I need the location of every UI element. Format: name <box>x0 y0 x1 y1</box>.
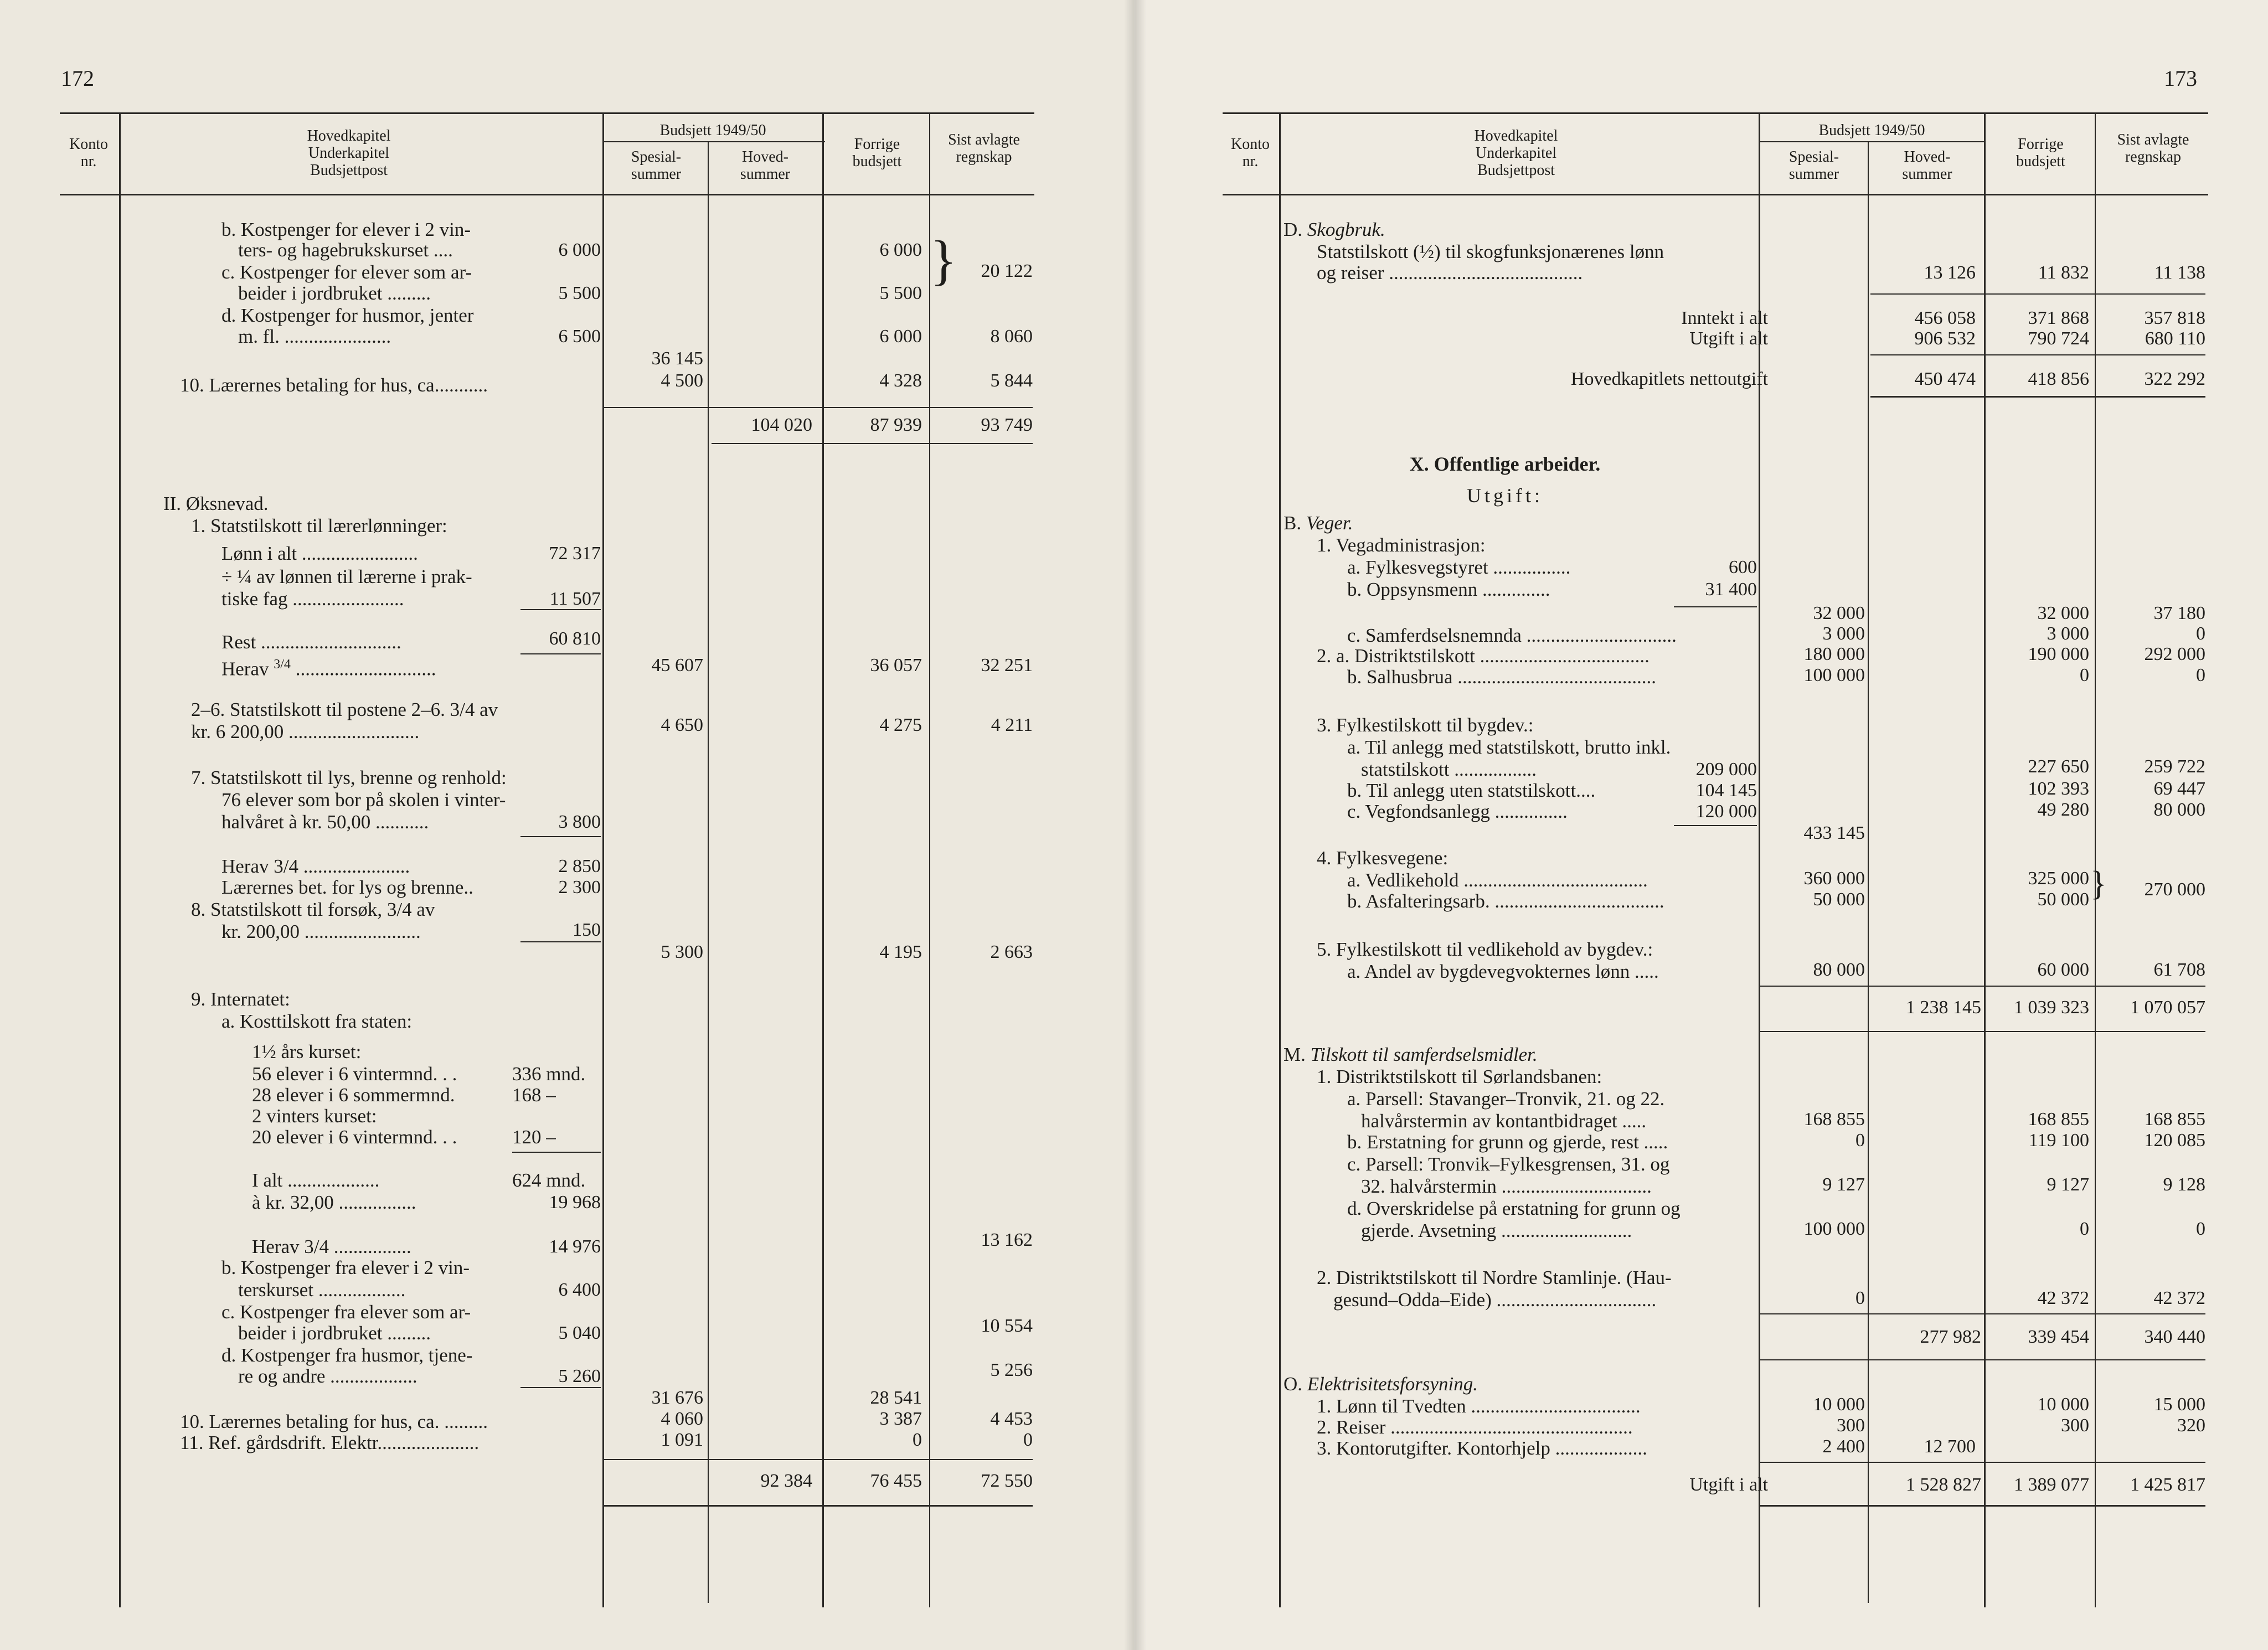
section-heading: Tilskott til samferdselsmidler. <box>1310 1044 1538 1065</box>
spesial-value: 100 000 <box>1803 665 1865 685</box>
hoved-value: 13 126 <box>1924 262 1976 283</box>
text-line: 1. Distriktstilskott til Sørlandsbanen: <box>1317 1066 1602 1087</box>
forrige-total: 76 455 <box>870 1471 922 1491</box>
spesial-value: 120 000 <box>1695 801 1757 822</box>
sist-value: 5 844 <box>990 370 1033 391</box>
spesial-value: 0 <box>1855 1130 1865 1151</box>
hoved-value: 450 474 <box>1914 369 1976 389</box>
text-line: kr. 6 200,00 ........................... <box>191 721 420 742</box>
text-line: a. Vedlikehold ...................................... <box>1347 869 1648 891</box>
text-line: a. Til anlegg med statstilskott, brutto inkl. <box>1347 736 1671 758</box>
header-forrige: Forrige budsjett <box>2016 136 2065 170</box>
sist-value: 120 085 <box>2144 1130 2205 1151</box>
months-value: 624 mnd. <box>512 1169 586 1191</box>
forrige-value: 190 000 <box>2028 644 2089 664</box>
page-number-right: 173 <box>2164 66 2197 91</box>
section-heading: Skogbruk. <box>1307 219 1385 240</box>
text-line: 2. a. Distriktstilskott ................................... <box>1317 645 1650 667</box>
sist-value: 9 128 <box>2163 1174 2205 1195</box>
text-line: 2. Distriktstilskott til Nordre Stamlinje. (Hau- <box>1317 1267 1672 1288</box>
spesial-value: 5 260 <box>558 1366 601 1386</box>
text-line: 5. Fylkestilskott til vedlikehold av bygdev.: <box>1317 939 1653 960</box>
text-line: c. Kostpenger fra elever som ar- <box>221 1301 471 1323</box>
header-konto: Konto nr. <box>69 136 108 170</box>
text-line: b. Oppsynsmenn .............. <box>1347 579 1550 600</box>
subtotal-rule <box>1760 986 2205 987</box>
spesial-value: 0 <box>1855 1288 1865 1308</box>
col-rule-sist <box>2095 112 2096 1607</box>
section-heading: II. Øksnevad. <box>163 493 269 514</box>
text-line: Statstilskott (½) til skogfunksjonærenes lønn <box>1317 241 1664 262</box>
text-line: 28 elever i 6 sommermnd. <box>252 1084 455 1106</box>
forrige-total: 1 039 323 <box>2014 997 2089 1018</box>
col-rule-forrige <box>822 112 824 1607</box>
spesial-value: 600 <box>1729 557 1757 578</box>
text-line: 56 elever i 6 vintermnd. . . <box>252 1063 457 1085</box>
text-line: 1. Lønn til Tvedten ................................... <box>1317 1395 1641 1417</box>
spesial-value: 72 317 <box>549 543 601 564</box>
forrige-value: 325 000 <box>2028 868 2089 889</box>
sum-rule <box>520 1387 601 1388</box>
text-line: a. Fylkesvegstyret ................ <box>1347 556 1571 578</box>
forrige-value: 11 832 <box>2038 262 2089 283</box>
sist-value: 4 453 <box>990 1409 1033 1429</box>
hoved-total: 277 982 <box>1920 1327 1981 1347</box>
sist-value: 4 211 <box>991 715 1033 735</box>
subtotal-rule <box>604 1459 1033 1460</box>
brace-icon: } <box>2090 865 2107 903</box>
subtotal-rule <box>1760 1359 2205 1360</box>
spesial-value: 3 800 <box>558 812 601 832</box>
text-line: Rest ............................. <box>221 631 401 653</box>
spesial-value: 10 000 <box>1813 1394 1865 1415</box>
hoved-total: 1 238 145 <box>1906 997 1981 1018</box>
spesial-value: 31 400 <box>1705 579 1757 600</box>
header-hovedkapitel: Hovedkapitel Underkapitel Budsjettpost <box>307 127 391 179</box>
forrige-value: 9 127 <box>2047 1174 2089 1195</box>
sist-value: 680 110 <box>2145 328 2205 349</box>
text-line: tiske fag ....................... <box>221 588 404 610</box>
brace-icon: } <box>930 229 957 291</box>
spesial-value: 104 145 <box>1695 780 1757 801</box>
hoved-total: 104 020 <box>751 415 812 435</box>
sist-value: 13 162 <box>981 1230 1033 1250</box>
chapter-title: X. Offentlige arbeider. <box>1409 453 1601 475</box>
spesial-value: 100 000 <box>1803 1219 1865 1239</box>
sist-value: 322 292 <box>2144 369 2205 389</box>
spesial-value: 300 <box>1837 1415 1865 1436</box>
forrige-value: 6 000 <box>879 326 922 347</box>
header-hoved: Hoved- summer <box>740 148 791 183</box>
sist-value: 259 722 <box>2144 756 2205 777</box>
hoved-total: 92 384 <box>760 1471 812 1491</box>
right-page <box>1134 0 2268 1650</box>
text-line: à kr. 32,00 ................ <box>252 1192 416 1213</box>
total-rule <box>1760 1505 2205 1507</box>
forrige-value: 102 393 <box>2028 778 2089 799</box>
sum-rule <box>520 653 601 654</box>
utgift-heading: Utgift: <box>1467 484 1543 507</box>
hoved-value: 12 700 <box>1924 1436 1976 1457</box>
spesial-value: 9 127 <box>1822 1174 1865 1195</box>
text-line: c. Vegfondsanlegg ............... <box>1347 801 1568 822</box>
sist-value: 10 554 <box>981 1316 1033 1336</box>
hoved-value: 906 532 <box>1914 328 1976 349</box>
forrige-value: 50 000 <box>2037 889 2089 910</box>
section-letter: B. <box>1284 512 1306 534</box>
text-line: Lærernes bet. for lys og brenne.. <box>221 876 473 898</box>
sum-rule <box>512 1152 601 1153</box>
sist-value: 11 138 <box>2154 262 2205 283</box>
forrige-value: 6 000 <box>879 240 922 260</box>
section-letter: O. <box>1284 1373 1307 1395</box>
header-bottom-rule <box>60 194 1034 195</box>
col-rule-sist <box>929 112 930 1607</box>
text-line: Herav 3/4 ................ <box>252 1236 411 1257</box>
total-rule <box>712 443 1033 444</box>
forrige-value: 0 <box>2080 665 2089 685</box>
text-line: d. Overskridelse på erstatning for grunn og <box>1347 1198 1681 1219</box>
sist-total: 1 425 817 <box>2130 1474 2205 1495</box>
text-line: 2. Reiser .................................................. <box>1317 1416 1633 1438</box>
hoved-total: 1 528 827 <box>1906 1474 1981 1495</box>
text-line: 76 elever som bor på skolen i vinter- <box>221 789 506 811</box>
spesial-value: 3 000 <box>1822 623 1865 644</box>
total-label: Hovedkapitlets nettoutgift <box>1571 369 1768 389</box>
sist-value: 5 256 <box>990 1360 1033 1380</box>
forrige-value: 49 280 <box>2037 800 2089 820</box>
spesial-value: 168 855 <box>1803 1109 1865 1130</box>
forrige-value: 5 500 <box>879 283 922 303</box>
sum-rule <box>1674 825 1757 826</box>
header-budsjett: Budsjett 1949/50 <box>1818 122 1925 139</box>
section-heading: Elektrisitetsforsyning. <box>1307 1373 1478 1395</box>
col-rule-konto <box>119 112 121 1607</box>
sist-value: 37 180 <box>2153 603 2205 623</box>
sist-value: 61 708 <box>2153 960 2205 980</box>
sist-value: 42 372 <box>2153 1288 2205 1308</box>
forrige-value: 32 000 <box>2037 603 2089 623</box>
text-line: 4. Fylkesvegene: <box>1317 847 1449 869</box>
spesial-value: 80 000 <box>1813 960 1865 980</box>
sist-total: 72 550 <box>981 1471 1033 1491</box>
text-line: gjerde. Avsetning ........................... <box>1361 1220 1632 1241</box>
spesial-value: 5 040 <box>558 1323 601 1343</box>
spesial-value: 31 676 <box>651 1388 703 1408</box>
months-value: 120 – <box>512 1126 556 1148</box>
text-line: ters- og hagebrukskurset .... <box>238 239 453 261</box>
sum-rule <box>1674 606 1757 607</box>
sist-value: 20 122 <box>981 261 1033 281</box>
section-heading: Veger. <box>1306 512 1353 534</box>
text-line: 3. Kontorutgifter. Kontorhjelp ................... <box>1317 1437 1647 1459</box>
text-line: c. Parsell: Tronvik–Fylkesgrensen, 31. og <box>1347 1153 1670 1175</box>
total-rule <box>604 1505 1033 1507</box>
spesial-value: 4 650 <box>661 715 703 735</box>
forrige-value: 3 000 <box>2047 623 2089 644</box>
spesial-value: 1 091 <box>661 1430 703 1450</box>
col-rule-hoved <box>708 141 709 1603</box>
text-line: beider i jordbruket ......... <box>238 282 431 304</box>
spesial-value: 14 976 <box>549 1236 601 1257</box>
text-line: 2 vinters kurset: <box>252 1105 377 1127</box>
header-sist: Sist avlagte regnskap <box>948 131 1020 166</box>
sist-value: 270 000 <box>2144 879 2205 900</box>
text-line: a. Parsell: Stavanger–Tronvik, 21. og 22. <box>1347 1088 1665 1110</box>
sum-rule <box>520 836 601 837</box>
forrige-value: 0 <box>2080 1219 2089 1239</box>
header-top-rule <box>60 112 1034 114</box>
header-sist: Sist avlagte regnskap <box>2117 131 2189 166</box>
section-letter: M. <box>1284 1044 1311 1065</box>
sist-value: 32 251 <box>981 655 1033 676</box>
text-line: 10. Lærernes betaling for hus, ca. ......... <box>180 1411 488 1432</box>
text-line: re og andre .................. <box>238 1365 417 1387</box>
fraction: 3/4 <box>274 657 291 672</box>
text-line: beider i jordbruket ......... <box>238 1322 431 1344</box>
text-line: 10. Lærernes betaling for hus, ca........... <box>180 374 488 396</box>
forrige-value: 0 <box>913 1430 922 1450</box>
sist-value: 357 818 <box>2144 308 2205 328</box>
header-hovedkapitel: Hovedkapitel Underkapitel Budsjettpost <box>1474 127 1558 179</box>
forrige-value: 10 000 <box>2037 1394 2089 1415</box>
spesial-value: 180 000 <box>1803 644 1865 664</box>
sum-rule <box>520 941 601 942</box>
forrige-value: 168 855 <box>2028 1109 2089 1130</box>
forrige-value: 300 <box>2061 1415 2089 1436</box>
forrige-value: 28 541 <box>870 1388 922 1408</box>
text-line: I alt ................... <box>252 1169 380 1191</box>
text-line: 1. Statstilskott til lærerlønninger: <box>191 515 447 537</box>
text-line: 1. Vegadministrasjon: <box>1317 534 1486 556</box>
forrige-value: 371 868 <box>2028 308 2089 328</box>
spesial-value: 32 000 <box>1813 603 1865 623</box>
forrige-value: 3 387 <box>879 1409 922 1429</box>
forrige-value: 4 328 <box>879 370 922 391</box>
text-line: m. fl. ...................... <box>238 326 391 347</box>
forrige-value: 119 100 <box>2028 1130 2089 1151</box>
text-line: c. Samferdselsnemnda ............................... <box>1347 625 1677 646</box>
total-label: Utgift i alt <box>1689 328 1768 349</box>
text-line: b. Kostpenger for elever i 2 vin- <box>221 219 471 240</box>
sist-value: 0 <box>2196 623 2205 644</box>
text-line: 7. Statstilskott til lys, brenne og renhold: <box>191 767 507 788</box>
section-letter: D. <box>1284 219 1307 240</box>
sist-value: 0 <box>1023 1430 1033 1450</box>
spesial-value: 2 300 <box>558 877 601 898</box>
spesial-value: 6 500 <box>558 326 601 347</box>
spesial-value: 2 850 <box>558 856 601 876</box>
forrige-total: 339 454 <box>2028 1327 2089 1347</box>
forrige-value: 790 724 <box>2028 328 2089 349</box>
text-line: ÷ ¼ av lønnen til lærerne i prak- <box>221 566 472 587</box>
spesial-value: 150 <box>573 920 601 940</box>
spesial-value: 433 145 <box>1803 823 1865 843</box>
subtotal-rule <box>604 407 1033 408</box>
text-line: halvåret à kr. 50,00 ........... <box>221 811 429 833</box>
text-line: c. Kostpenger for elever som ar- <box>221 261 472 283</box>
spesial-value: 4 060 <box>661 1409 703 1429</box>
text-line: 11. Ref. gårdsdrift. Elektr..................... <box>180 1432 480 1453</box>
text-line: 1½ års kurset: <box>252 1041 362 1063</box>
sist-value: 320 <box>2177 1415 2205 1436</box>
header-konto: Konto nr. <box>1231 136 1270 170</box>
subtotal-rule <box>1760 1462 2205 1463</box>
subtotal-rule <box>1760 1313 2205 1314</box>
budget-rule <box>604 141 825 142</box>
total-rule <box>1870 396 2205 398</box>
forrige-value: 36 057 <box>870 655 922 676</box>
dots: ............................. <box>290 658 436 680</box>
forrige-value: 227 650 <box>2028 756 2089 777</box>
spesial-value: 209 000 <box>1695 759 1757 780</box>
sist-value: 292 000 <box>2144 644 2205 664</box>
spesial-value: 60 810 <box>549 628 601 649</box>
spesial-value: 45 607 <box>651 655 703 676</box>
text-line: 3. Fylkestilskott til bygdev.: <box>1317 714 1534 736</box>
text-line: b. Til anlegg uten statstilskott.... <box>1347 780 1596 801</box>
spesial-value: 11 507 <box>549 589 601 609</box>
text-line: d. Kostpenger for husmor, jenter <box>221 305 474 326</box>
forrige-total: 1 389 077 <box>2014 1474 2089 1495</box>
text-line: b. Salhusbrua ......................................... <box>1347 666 1657 688</box>
total-label: Utgift i alt <box>1689 1474 1768 1495</box>
forrige-value: 4 275 <box>879 715 922 735</box>
sist-value: 8 060 <box>990 326 1033 347</box>
spesial-value: 6 400 <box>558 1280 601 1300</box>
text-line: b. Asfalteringsarb. ................................... <box>1347 890 1664 912</box>
sist-value: 168 855 <box>2144 1109 2205 1130</box>
sist-total: 1 070 057 <box>2130 997 2205 1018</box>
text-line: Herav 3/4 ...................... <box>221 855 410 877</box>
text-line: og reiser ........................................ <box>1317 262 1583 283</box>
text-line: Lønn i alt ........................ <box>221 543 418 564</box>
forrige-value: 60 000 <box>2037 960 2089 980</box>
book-gutter <box>1124 0 1146 1650</box>
header-bottom-rule <box>1223 194 2208 195</box>
spesial-value: 2 400 <box>1822 1436 1865 1457</box>
sist-value: 0 <box>2196 665 2205 685</box>
sum-rule <box>520 609 601 610</box>
text-line: 9. Internatet: <box>191 988 290 1010</box>
sist-value: 80 000 <box>2153 800 2205 820</box>
text-line: Herav <box>221 658 269 680</box>
text-line: kr. 200,00 ........................ <box>221 921 421 942</box>
text-line: 32. halvårstermin ............................... <box>1361 1175 1652 1197</box>
sist-value: 0 <box>2196 1219 2205 1239</box>
spesial-value: 5 500 <box>558 283 601 303</box>
header-budsjett: Budsjett 1949/50 <box>659 122 766 139</box>
sist-total: 340 440 <box>2144 1327 2205 1347</box>
text-line: 2–6. Statstilskott til postene 2–6. 3/4 av <box>191 699 498 720</box>
subtotal-rule <box>1870 354 2205 355</box>
header-top-rule <box>1223 112 2208 114</box>
spesial-value: 36 145 <box>651 348 703 369</box>
hoved-value: 456 058 <box>1914 308 1976 328</box>
forrige-value: 418 856 <box>2028 369 2089 389</box>
total-label: Inntekt i alt <box>1681 308 1768 328</box>
sist-value: 69 447 <box>2153 778 2205 799</box>
text-line: gesund–Odda–Eide) ................................. <box>1333 1289 1657 1311</box>
text-line: d. Kostpenger fra husmor, tjene- <box>221 1344 473 1366</box>
subtotal-rule <box>1760 1031 2205 1032</box>
text-line: statstilskott ................. <box>1361 759 1537 780</box>
text-line: b. Erstatning for grunn og gjerde, rest ..... <box>1347 1131 1668 1153</box>
forrige-value: 42 372 <box>2037 1288 2089 1308</box>
text-line: a. Andel av bygdevegvokternes lønn ..... <box>1347 961 1659 982</box>
spesial-value: 360 000 <box>1803 868 1865 889</box>
header-spesial: Spesial- summer <box>631 148 682 183</box>
col-rule-forrige <box>1984 112 1986 1607</box>
page-number-left: 172 <box>61 66 94 91</box>
months-value: 336 mnd. <box>512 1063 586 1085</box>
sist-total: 93 749 <box>981 415 1033 435</box>
spesial-value: 6 000 <box>558 240 601 260</box>
header-spesial: Spesial- summer <box>1788 148 1839 183</box>
text-line: halvårstermin av kontantbidraget ..... <box>1361 1110 1647 1132</box>
subtotal-rule <box>1870 293 2205 295</box>
col-rule-hoved <box>1868 141 1869 1603</box>
spesial-value: 4 500 <box>661 370 703 391</box>
forrige-value: 4 195 <box>879 942 922 962</box>
spesial-value: 50 000 <box>1813 889 1865 910</box>
spesial-value: 19 968 <box>549 1192 601 1213</box>
text-line: 20 elever i 6 vintermnd. . . <box>252 1126 457 1148</box>
header-forrige: Forrige budsjett <box>852 136 902 170</box>
text-line: a. Kosttilskott fra staten: <box>221 1010 413 1032</box>
header-hoved: Hoved- summer <box>1902 148 1952 183</box>
text-line: b. Kostpenger fra elever i 2 vin- <box>221 1257 470 1278</box>
sist-value: 2 663 <box>990 942 1033 962</box>
spesial-value: 5 300 <box>661 942 703 962</box>
forrige-total: 87 939 <box>870 415 922 435</box>
text-line: 8. Statstilskott til forsøk, 3/4 av <box>191 899 435 920</box>
text-line: terskurset .................. <box>238 1279 406 1301</box>
col-rule-spesial <box>602 112 604 1607</box>
sist-value: 15 000 <box>2153 1394 2205 1415</box>
months-value: 168 – <box>512 1084 556 1106</box>
budget-rule <box>1760 141 1984 142</box>
col-rule-konto <box>1279 112 1281 1607</box>
